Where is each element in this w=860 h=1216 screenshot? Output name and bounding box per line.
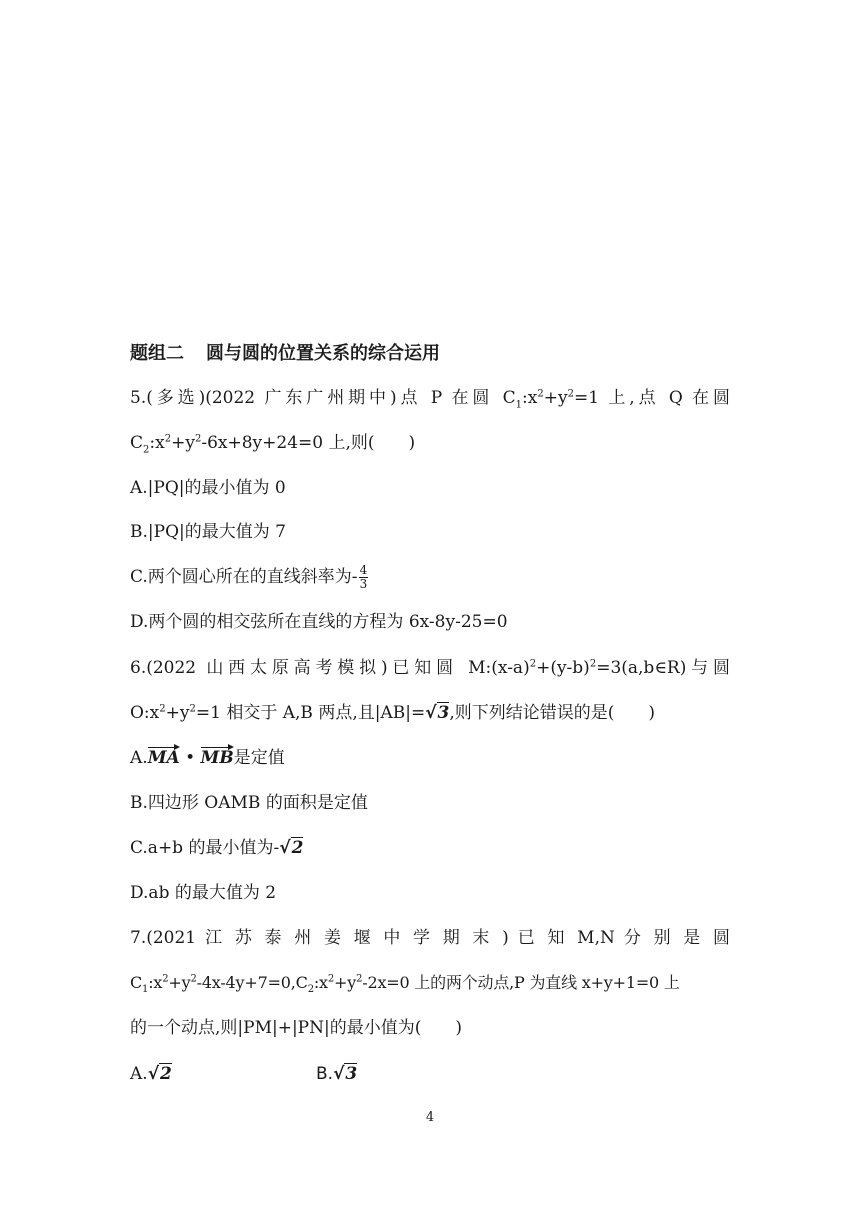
q6-option-d: D.ab 的最大值为 2: [130, 883, 277, 903]
q5-stem-line1: 5.(多选)(2022 广东广州期中)点 P 在圆 $C_1:x^2+y^2=1$ 上,点 Q 在圆: [130, 388, 730, 411]
page-number: 4: [425, 1110, 435, 1125]
q7-option-b: B.√3: [316, 1064, 358, 1084]
q6-option-c: C.a+b 的最小值为-√2: [130, 838, 304, 858]
q5-option-a: A.|PQ|的最小值为 0: [130, 478, 286, 498]
q7-stem-line2: $C_1:x^2+y^2-4x-4y+7=0,C_2:x^2+y^2-2x=0$ 上的两个动点,P 为直线 x+y+1=0 上: [130, 973, 680, 996]
q5-stem-line2: $C_2:x^2+y^2-6x+8y+24=0$ 上,则( ): [130, 433, 416, 456]
q5-option-d: D.两个圆的相交弦所在直线的方程为 6x-8y-25=0: [130, 612, 508, 632]
q7-options-row: [130, 1062, 730, 1086]
vector-mb: MB: [200, 748, 234, 768]
q7-option-a: A.√2: [130, 1064, 172, 1084]
sqrt-expression: √3: [425, 703, 450, 723]
q6-stem-line1: 6.(2022 山西太原高考模拟)已知圆 $M:(x-a)^2+(y-b)^2=3(a,b\in R)$与圆: [130, 658, 730, 678]
vector-ma: MA: [147, 748, 180, 768]
sqrt-expression: √2: [279, 838, 304, 858]
q7-stem-line3: 的一个动点,则|PM|+|PN|的最小值为( ): [130, 1018, 462, 1038]
q5-option-b: B.|PQ|的最大值为 7: [130, 522, 286, 542]
section-heading: [130, 342, 730, 366]
fraction: $\frac{4}{3}$: [359, 563, 368, 591]
q6-option-a: A.MA • MB是定值: [130, 748, 285, 768]
q5-option-c: C.两个圆心所在的直线斜率为- $\frac{4}{3}$: [130, 563, 368, 591]
section-title: 圆与圆的位置关系的综合运用: [206, 343, 440, 364]
q7-stem-line1: 7.(2021 江 苏 泰 州 姜 堰 中 学 期 末 ) 已 知 M,N 分 别 是 圆: [130, 928, 730, 948]
section-label: 题组二: [130, 343, 184, 364]
q6-stem-line2: $O:x^2+y^2=1$ 相交于 A,B 两点,且|AB|=√3,则下列结论错误的是( ): [130, 703, 656, 723]
q6-option-b: B.四边形 OAMB 的面积是定值: [130, 793, 368, 813]
